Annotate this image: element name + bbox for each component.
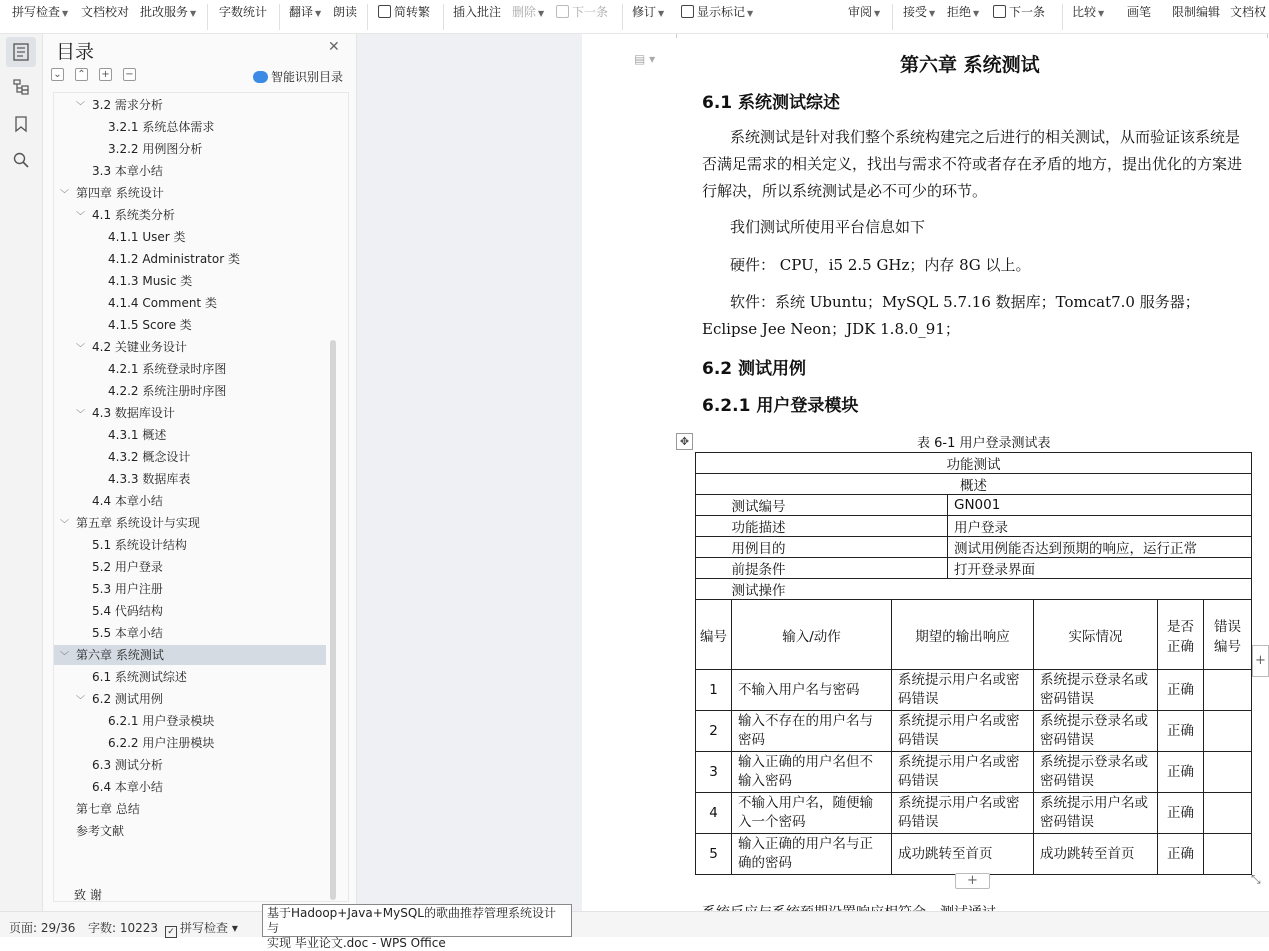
table-cell: 成功跳转至首页 — [1034, 834, 1158, 875]
chevron-down-icon[interactable]: ﹀ — [60, 652, 70, 662]
toolbar-divider — [622, 4, 623, 30]
meta-value: GN001 — [948, 495, 1252, 516]
table-cell: 系统提示用户名或密码错误 — [892, 670, 1034, 711]
meta-value: 测试用例能否达到预期的响应，运行正常 — [948, 537, 1252, 558]
toc-item-label: 6.2.2 用户注册模块 — [108, 736, 215, 750]
add-row-icon[interactable]: + — [955, 873, 990, 889]
toc-item-label: 第六章 系统测试 — [76, 648, 164, 662]
toc-item-label: 4.3 数据库设计 — [92, 406, 175, 420]
table-subtitle: 概述 — [696, 474, 1252, 495]
table-cell: 5 — [696, 834, 732, 875]
bookmark-tab[interactable] — [12, 115, 30, 133]
table-row — [696, 711, 1252, 752]
toc-item[interactable] — [54, 755, 326, 775]
compare-button[interactable]: 比较 ▼ — [1072, 5, 1105, 19]
translate-button[interactable]: 翻译 ▼ — [289, 5, 322, 19]
table-cell: 输入正确的用户名与正确的密码 — [732, 834, 892, 875]
outline-icon — [12, 78, 30, 96]
next-comment-button[interactable]: 下一条 — [556, 3, 608, 21]
toc-scrollbar[interactable] — [330, 340, 336, 900]
toc-item-label: 4.1.4 Comment 类 — [108, 296, 217, 310]
toc-item-label: 6.4 本章小结 — [92, 780, 163, 794]
toc-item-label: 5.1 系统设计结构 — [92, 538, 187, 552]
toc-item-label: 4.4 本章小结 — [92, 494, 163, 508]
table-cell: 输入正确的用户名但不输入密码 — [732, 752, 892, 793]
test-table — [695, 452, 1252, 875]
toc-item-label: 5.5 本章小结 — [92, 626, 163, 640]
table-cell — [1204, 752, 1252, 793]
section-heading: 6.2 测试用例 — [702, 359, 807, 379]
toc-item-acknowledgement[interactable]: 致 谢 — [74, 888, 102, 902]
toc-item[interactable] — [54, 733, 326, 753]
table-row — [696, 558, 1252, 579]
restrict-edit-button[interactable]: 限制编辑 — [1172, 5, 1221, 19]
table-cell — [1204, 834, 1252, 875]
table-cell — [1204, 793, 1252, 834]
toc-item[interactable] — [54, 601, 326, 621]
toc-item-label: 4.3.3 数据库表 — [108, 472, 191, 486]
table-cell: 4 — [696, 793, 732, 834]
remove-item-icon[interactable]: − — [123, 68, 136, 81]
toolbar-divider — [207, 4, 208, 30]
toc-item[interactable] — [54, 271, 326, 291]
search-tab[interactable] — [12, 151, 30, 169]
meta-key: 用例目的 — [732, 537, 948, 558]
spell-check-status[interactable]: ✓ 拼写检查 ▾ — [165, 919, 238, 938]
toc-item[interactable] — [54, 711, 326, 731]
toc-item[interactable] — [54, 381, 326, 401]
table-cell: 2 — [696, 711, 732, 752]
table-cell: 系统提示用户名或密码错误 — [892, 711, 1034, 752]
column-header: 实际情况 — [1034, 600, 1158, 670]
status-bar — [0, 911, 1269, 937]
add-column-icon[interactable]: + — [1252, 645, 1269, 677]
toc-item[interactable] — [54, 491, 326, 511]
table-cell: 不输入用户名，随便输入一个密码 — [732, 793, 892, 834]
table-row — [696, 516, 1252, 537]
insert-comment-button[interactable]: 插入批注 — [453, 5, 502, 19]
toc-item[interactable] — [54, 403, 326, 423]
toc-item-label: 4.2 关键业务设计 — [92, 340, 187, 354]
next-change-button[interactable]: 下一条 — [993, 3, 1045, 21]
accept-button[interactable]: 接受 ▼ — [903, 5, 936, 19]
toc-item-label: 5.4 代码结构 — [92, 604, 163, 618]
toc-item[interactable] — [54, 447, 326, 467]
ai-icon — [253, 71, 268, 83]
table-cell — [1204, 670, 1252, 711]
toolbar-divider — [279, 4, 280, 30]
meta-key: 前提条件 — [732, 558, 948, 579]
toc-item[interactable] — [54, 95, 326, 115]
toc-item[interactable] — [54, 249, 326, 269]
table-cell: 正确 — [1158, 834, 1204, 875]
table-row — [696, 752, 1252, 793]
chevron-down-icon[interactable]: ﹀ — [60, 520, 70, 530]
table-row — [696, 793, 1252, 834]
toc-item[interactable] — [54, 183, 326, 203]
toc-item[interactable] — [54, 535, 326, 555]
review-button[interactable]: 审阅 ▼ — [848, 5, 881, 19]
toc-item-label: 6.3 测试分析 — [92, 758, 163, 772]
table-cell: 系统提示用户名或密码错误 — [1034, 793, 1158, 834]
toc-item[interactable] — [54, 205, 326, 225]
delete-comment-button[interactable]: 删除 ▼ — [512, 5, 545, 19]
table-cell: 系统提示登录名或密码错误 — [1034, 752, 1158, 793]
table-cell: 不输入用户名与密码 — [732, 670, 892, 711]
toc-item-label: 6.1 系统测试综述 — [92, 670, 187, 684]
table-cell: 正确 — [1158, 752, 1204, 793]
table-row — [696, 495, 1252, 516]
toc-item[interactable] — [54, 337, 326, 357]
simp-trad-icon — [378, 5, 391, 18]
toc-item[interactable] — [54, 557, 326, 577]
toc-item-label: 4.2.2 系统注册时序图 — [108, 384, 227, 398]
document-tooltip — [262, 904, 572, 950]
track-changes-button[interactable]: 修订 ▼ — [632, 5, 665, 19]
search-icon — [12, 151, 30, 169]
paragraph: 硬件： CPU，i5 2.5 GHz；内存 8G 以上。 — [730, 256, 1031, 274]
check-icon: ✓ — [165, 926, 177, 938]
table-cell: 正确 — [1158, 793, 1204, 834]
expand-up-icon[interactable]: ⌃ — [75, 68, 88, 81]
table-cell — [1204, 711, 1252, 752]
toc-item[interactable] — [54, 425, 326, 445]
meta-key: 功能描述 — [732, 516, 948, 537]
panel-title: 目录 — [56, 41, 95, 63]
tooltip-line: 基于Hadoop+Java+MySQL的歌曲推荐管理系统设计与 — [267, 906, 556, 935]
smart-toc-button[interactable]: 智能识别目录 — [253, 68, 343, 85]
toc-item[interactable] — [54, 469, 326, 489]
toc-item[interactable] — [54, 513, 326, 533]
toc-tab[interactable] — [6, 37, 36, 67]
doc-rights-button[interactable]: 文档权 — [1230, 5, 1267, 19]
toc-item-label: 4.1 系统类分析 — [92, 208, 175, 222]
table-cell: 1 — [696, 670, 732, 711]
chevron-down-icon[interactable]: ﹀ — [60, 190, 70, 200]
meta-value: 打开登录界面 — [948, 558, 1252, 579]
operation-label: 测试操作 — [732, 579, 1252, 600]
toc-item[interactable] — [54, 623, 326, 643]
subsection-heading: 6.2.1 用户登录模块 — [702, 396, 859, 416]
read-aloud-button[interactable]: 朗读 — [333, 5, 358, 19]
toc-item[interactable] — [54, 227, 326, 247]
toolbar-divider — [1062, 4, 1063, 30]
meta-key: 测试编号 — [732, 495, 948, 516]
table-cell: 正确 — [1158, 670, 1204, 711]
toc-item[interactable] — [54, 689, 326, 709]
toc-item-label: 3.2.1 系统总体需求 — [108, 120, 215, 134]
toc-item-label: 3.2.2 用例图分析 — [108, 142, 203, 156]
toc-list — [53, 92, 349, 902]
toolbar-divider — [443, 4, 444, 30]
table-move-icon[interactable]: ✥ — [676, 433, 693, 450]
ink-button[interactable]: 画笔 — [1127, 5, 1152, 19]
toc-item[interactable] — [54, 667, 326, 687]
toc-item[interactable] — [54, 293, 326, 313]
reject-button[interactable]: 拒绝 ▼ — [947, 5, 980, 19]
column-header: 输入/动作 — [732, 600, 892, 670]
outline-tab[interactable] — [12, 78, 30, 96]
table-cell: 输入不存在的用户名与密码 — [732, 711, 892, 752]
page-indicator[interactable]: 页面: 29/36 — [9, 921, 76, 935]
close-icon[interactable]: ✕ — [328, 39, 340, 55]
table-row — [696, 834, 1252, 875]
toc-item-label: 第四章 系统设计 — [76, 186, 164, 200]
column-header: 是否正确 — [1158, 600, 1204, 670]
toc-item-label: 4.1.3 Music 类 — [108, 274, 193, 288]
toc-item[interactable] — [54, 117, 326, 137]
toc-item-label: 4.3.2 概念设计 — [108, 450, 191, 464]
correction-service-button[interactable]: 批改服务 ▼ — [140, 5, 197, 19]
next-change-icon — [993, 5, 1006, 18]
chevron-down-icon[interactable]: ﹀ — [76, 212, 86, 222]
column-header: 编号 — [696, 600, 732, 670]
toolbar-divider — [367, 4, 368, 30]
table-cell: 系统提示登录名或密码错误 — [1034, 711, 1158, 752]
toc-item[interactable] — [54, 579, 326, 599]
table-row — [696, 579, 1252, 600]
toc-item-label: 5.2 用户登录 — [92, 560, 163, 574]
toc-panel — [43, 34, 357, 911]
toc-item[interactable] — [54, 777, 326, 797]
document-menu-icon[interactable]: ▤ ▾ — [634, 52, 656, 66]
chevron-down-icon[interactable]: ﹀ — [76, 344, 86, 354]
word-count-button[interactable]: 字数统计 — [219, 5, 268, 19]
toolbar-divider — [892, 4, 893, 30]
toc-item-label: 4.1.5 Score 类 — [108, 318, 192, 332]
table-cell: 系统提示登录名或密码错误 — [1034, 670, 1158, 711]
review-toolbar — [0, 0, 1269, 34]
toc-item[interactable] — [54, 359, 326, 379]
toc-item-label: 4.3.1 概述 — [108, 428, 167, 442]
toc-item[interactable] — [54, 821, 326, 841]
column-header: 期望的输出响应 — [892, 600, 1034, 670]
simp-trad-button[interactable]: 简转繁 — [378, 3, 430, 21]
paragraph: 软件：系统 Ubuntu；MySQL 5.7.16 数据库；Tomcat7.0 服务器；Eclipse Jee Neon；JDK 1.8.0_91； — [702, 293, 1200, 338]
spell-check-button[interactable]: 拼写检查 ▼ — [12, 5, 69, 19]
toc-item-label: 6.2.1 用户登录模块 — [108, 714, 215, 728]
toc-item-label: 第七章 总结 — [76, 802, 140, 816]
toc-item-label: 4.1.2 Administrator 类 — [108, 252, 240, 266]
show-markup-button[interactable]: 显示标记 ▼ — [681, 3, 753, 21]
toc-item-label: 5.3 用户注册 — [92, 582, 163, 596]
table-row — [696, 537, 1252, 558]
bookmark-icon — [12, 115, 30, 133]
toc-item[interactable] — [54, 799, 326, 819]
tooltip-line: 实现 毕业论文.doc - WPS Office — [267, 936, 446, 950]
next-comment-icon — [556, 5, 569, 18]
chevron-down-icon[interactable]: ﹀ — [76, 696, 86, 706]
table-cell: 3 — [696, 752, 732, 793]
word-count-indicator[interactable]: 字数: 10223 — [88, 921, 159, 935]
toc-item[interactable] — [54, 645, 326, 665]
add-item-icon[interactable]: + — [99, 68, 112, 81]
page-margin-marks — [676, 34, 1268, 38]
toc-icon — [6, 37, 36, 67]
chevron-down-icon[interactable]: ﹀ — [76, 102, 86, 112]
table-header-row — [696, 600, 1252, 670]
toc-item[interactable] — [54, 315, 326, 335]
table-title: 功能测试 — [696, 453, 1252, 474]
toc-item-label: 3.2 需求分析 — [92, 98, 163, 112]
proofread-button[interactable]: 文档校对 — [81, 5, 130, 19]
table-cell: 成功跳转至首页 — [892, 834, 1034, 875]
chapter-heading: 第六章 系统测试 — [900, 54, 1040, 76]
collapse-all-icon[interactable]: ⌄ — [51, 68, 64, 81]
paragraph: 系统测试是针对我们整个系统构建完之后进行的相关测试，从而验证该系统是否满足需求的相关定义，找出与需求不符或者存在矛盾的地方，提出优化的方案进行解决，所以系统测试是必不可少的环节。 — [702, 128, 1243, 200]
chevron-down-icon[interactable]: ﹀ — [76, 410, 86, 420]
table-caption: 表 6-1 用户登录测试表 — [917, 436, 1051, 451]
table-row — [696, 670, 1252, 711]
toc-item-label: 6.2 测试用例 — [92, 692, 163, 706]
table-cell: 系统提示用户名或密码错误 — [892, 793, 1034, 834]
column-header: 错误编号 — [1204, 600, 1252, 670]
toc-item-label: 参考文献 — [76, 824, 125, 838]
meta-value: 用户登录 — [948, 516, 1252, 537]
paragraph: 我们测试所使用平台信息如下 — [730, 218, 926, 236]
toc-item-label: 4.1.1 User 类 — [108, 230, 186, 244]
table-cell: 正确 — [1158, 711, 1204, 752]
table-resize-icon[interactable]: ⤡ — [1251, 872, 1261, 886]
toc-item-label: 3.3 本章小结 — [92, 164, 163, 178]
toc-item[interactable] — [54, 161, 326, 181]
table-cell: 系统提示用户名或密码错误 — [892, 752, 1034, 793]
toc-item-label: 第五章 系统设计与实现 — [76, 516, 200, 530]
toc-item-label: 4.2.1 系统登录时序图 — [108, 362, 227, 376]
section-heading: 6.1 系统测试综述 — [702, 93, 841, 113]
toc-item[interactable] — [54, 139, 326, 159]
side-rail — [0, 34, 43, 911]
show-markup-icon — [681, 5, 694, 18]
